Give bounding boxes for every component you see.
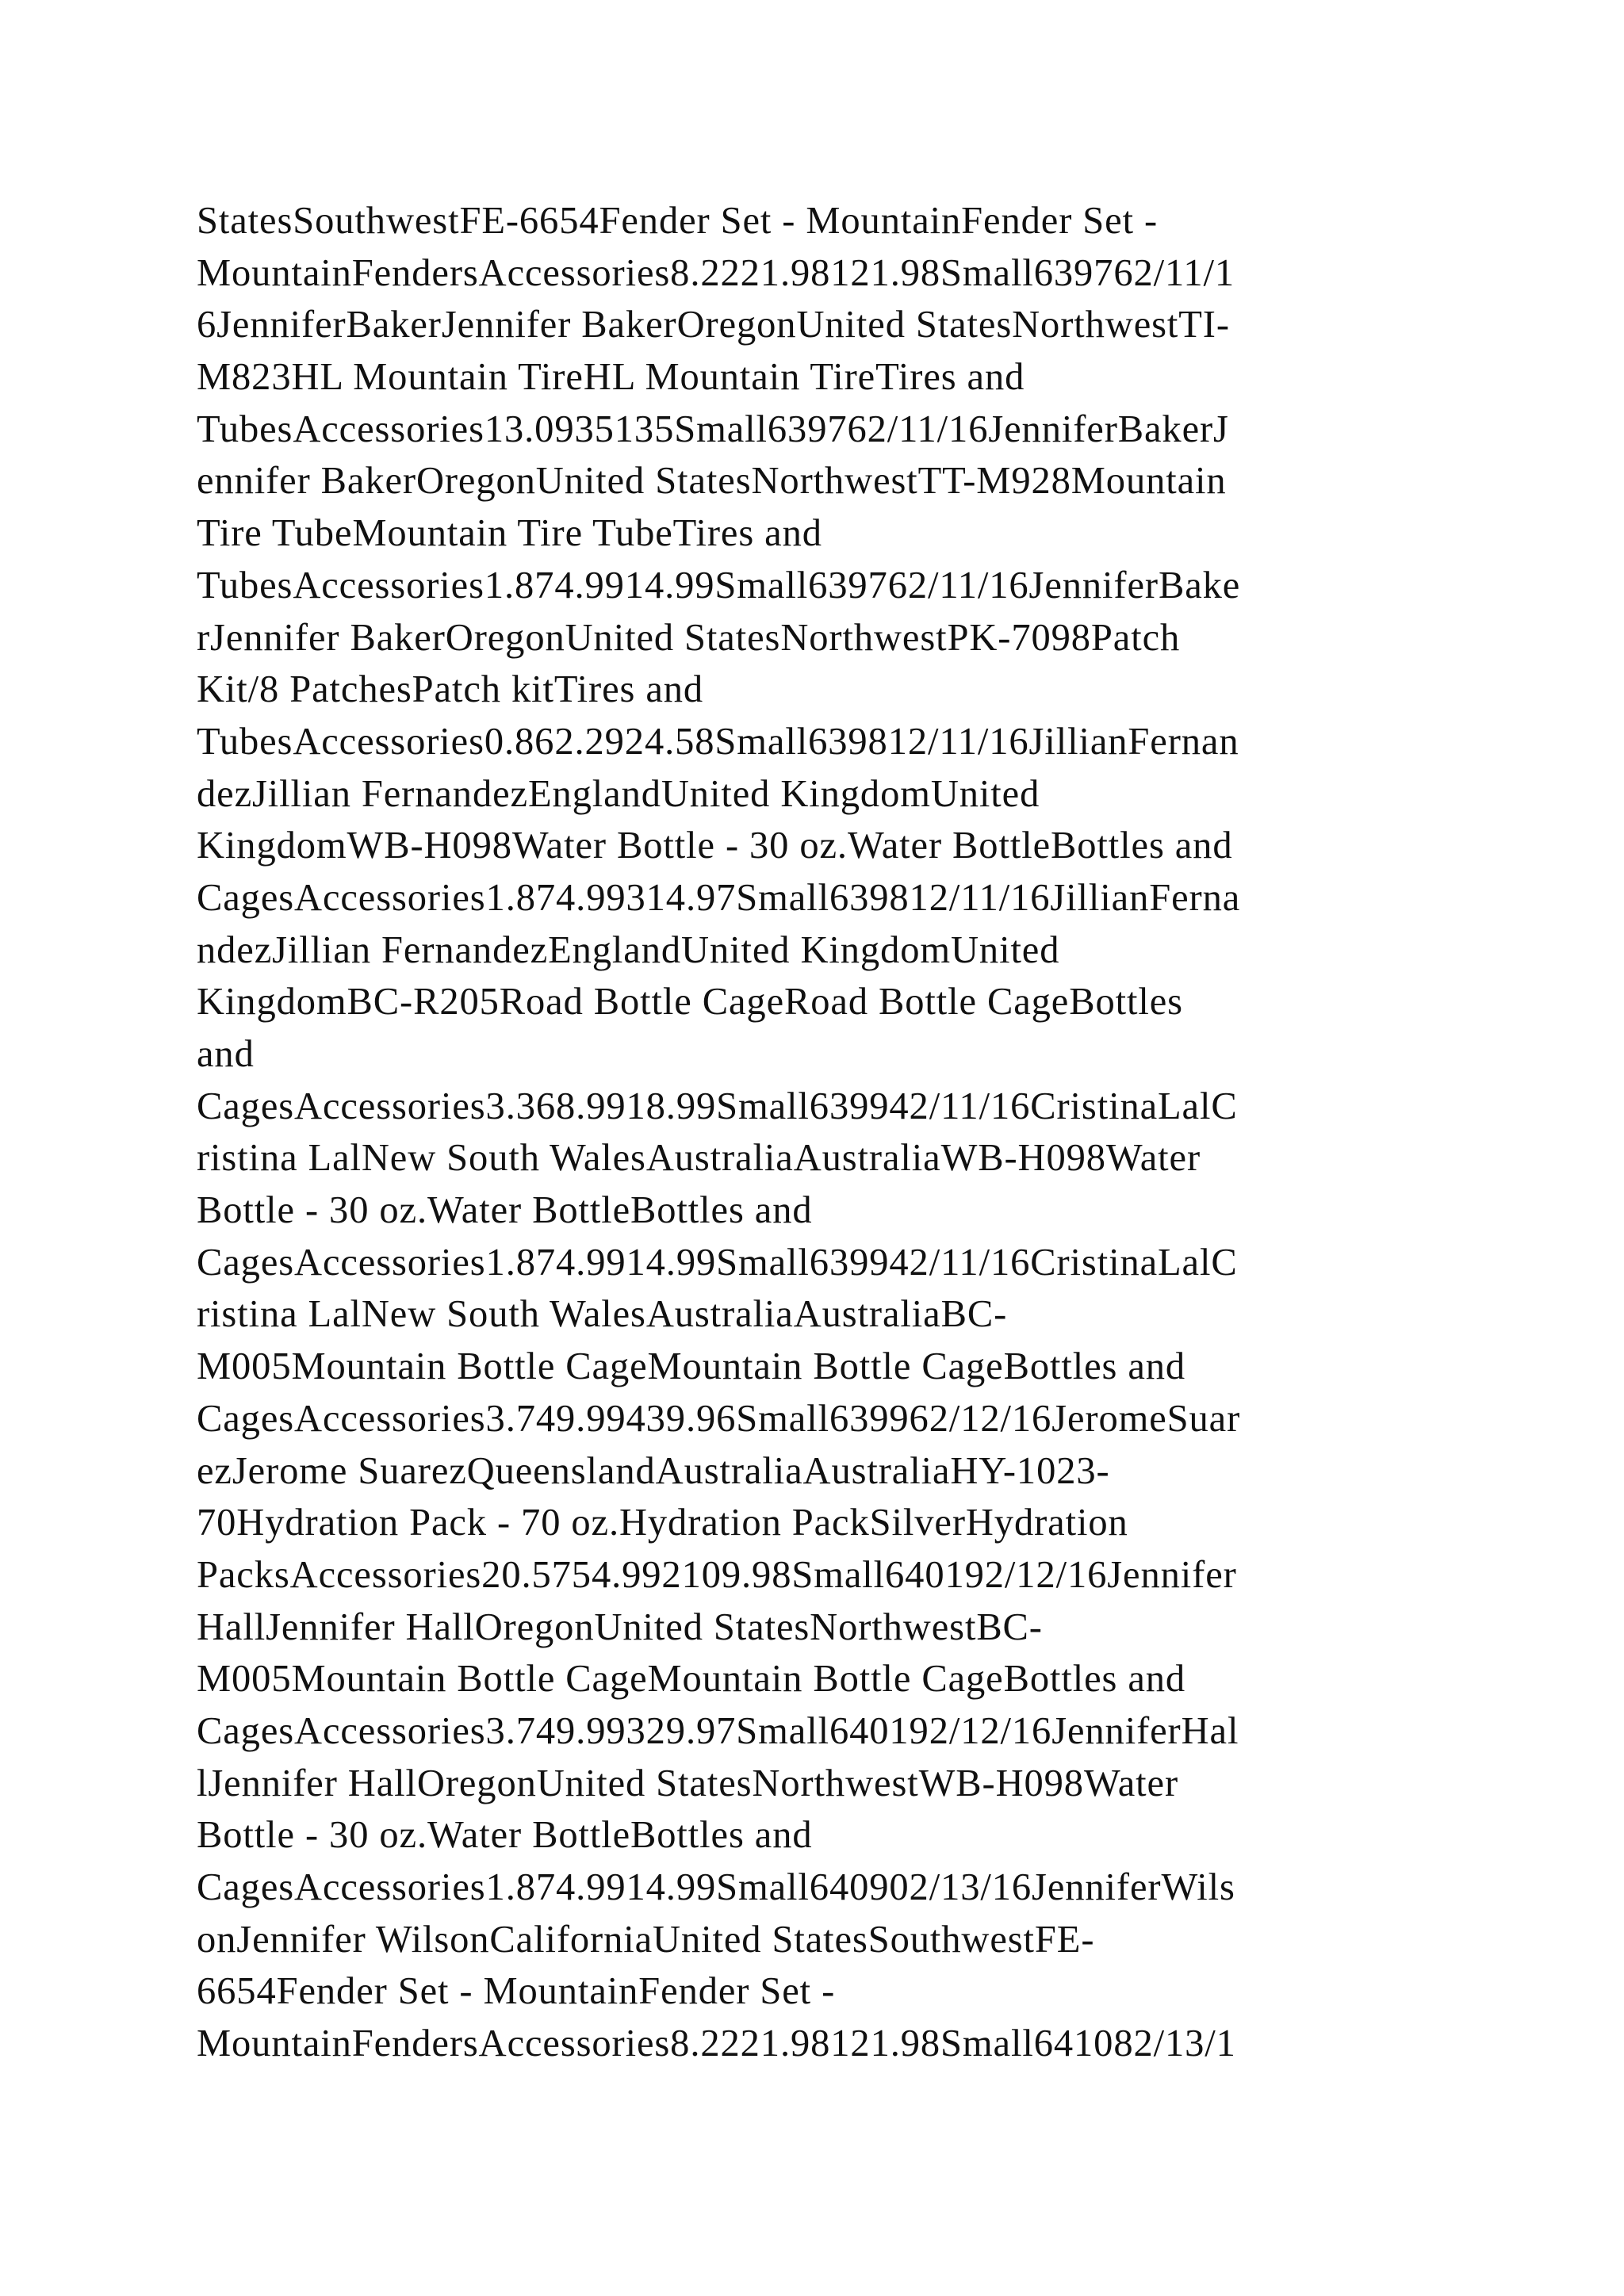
text-line: Tire TubeMountain Tire TubeTires and bbox=[197, 512, 822, 555]
text-line: M005Mountain Bottle CageMountain Bottle CageBottles and bbox=[197, 1658, 1186, 1701]
text-line: KingdomWB-H098Water Bottle - 30 oz.Water BottleBottles and bbox=[197, 825, 1233, 867]
text-line: ristina LalNew South WalesAustraliaAustraliaWB-H098Water bbox=[197, 1137, 1201, 1180]
text-line: MountainFendersAccessories8.2221.98121.98Small641082/13/1 bbox=[197, 2022, 1236, 2065]
text-line: 70Hydration Pack - 70 oz.Hydration PackSilverHydration bbox=[197, 1502, 1128, 1544]
text-line: CagesAccessories1.874.9914.99Small640902/13/16JenniferWils bbox=[197, 1866, 1235, 1908]
text-line: Kit/8 PatchesPatch kitTires and bbox=[197, 668, 704, 711]
text-line: KingdomBC-R205Road Bottle CageRoad Bottle CageBottles bbox=[197, 981, 1183, 1024]
text-line: ezJerome SuarezQueenslandAustraliaAustraliaHY-1023- bbox=[197, 1449, 1110, 1492]
text-line: HallJennifer HallOregonUnited StatesNorthwestBC- bbox=[197, 1605, 1043, 1648]
text-line: PacksAccessories20.5754.992109.98Small640192/12/16Jennifer bbox=[197, 1553, 1237, 1596]
text-line: ndezJillian FernandezEnglandUnited KingdomUnited bbox=[197, 928, 1060, 971]
text-line: ristina LalNew South WalesAustraliaAustraliaBC- bbox=[197, 1293, 1008, 1336]
text-line: StatesSouthwestFE-6654Fender Set - MountainFender Set - bbox=[197, 200, 1159, 242]
text-line: CagesAccessories3.368.9918.99Small639942/11/16CristinaLalC bbox=[197, 1085, 1238, 1127]
text-line: TubesAccessories0.862.2924.58Small639812/11/16JillianFernan bbox=[197, 720, 1239, 763]
text-line: Bottle - 30 oz.Water BottleBottles and bbox=[197, 1189, 813, 1232]
text-line: TubesAccessories13.0935135Small639762/11/16JenniferBakerJ bbox=[197, 408, 1229, 450]
text-line: M005Mountain Bottle CageMountain Bottle CageBottles and bbox=[197, 1345, 1186, 1388]
text-line: onJennifer WilsonCaliforniaUnited StatesSouthwestFE- bbox=[197, 1918, 1095, 1961]
text-line: 6654Fender Set - MountainFender Set - bbox=[197, 1970, 836, 2013]
text-line: dezJillian FernandezEnglandUnited KingdomUnited bbox=[197, 772, 1040, 815]
text-line: 6JenniferBakerJennifer BakerOregonUnited StatesNorthwestTI- bbox=[197, 304, 1230, 346]
text-line: and bbox=[197, 1033, 255, 1075]
text-line: M823HL Mountain TireHL Mountain TireTires and bbox=[197, 356, 1025, 399]
text-line: TubesAccessories1.874.9914.99Small639762/11/16JenniferBake bbox=[197, 564, 1241, 607]
body-text bbox=[197, 195, 1481, 2070]
text-line: ennifer BakerOregonUnited StatesNorthwestTT-M928Mountain bbox=[197, 460, 1227, 503]
text-line: rJennifer BakerOregonUnited StatesNorthwestPK-7098Patch bbox=[197, 616, 1181, 659]
text-line: CagesAccessories1.874.99314.97Small639812/11/16JillianFerna bbox=[197, 876, 1241, 919]
text-line: CagesAccessories3.749.99329.97Small640192/12/16JenniferHal bbox=[197, 1709, 1239, 1752]
text-line: Bottle - 30 oz.Water BottleBottles and bbox=[197, 1814, 813, 1857]
text-line: MountainFendersAccessories8.2221.98121.98Small639762/11/1 bbox=[197, 251, 1235, 294]
text-line: lJennifer HallOregonUnited StatesNorthwestWB-H098Water bbox=[197, 1762, 1179, 1804]
text-line: CagesAccessories1.874.9914.99Small639942/11/16CristinaLalC bbox=[197, 1241, 1238, 1284]
text-line: CagesAccessories3.749.99439.96Small639962/12/16JeromeSuar bbox=[197, 1397, 1241, 1440]
